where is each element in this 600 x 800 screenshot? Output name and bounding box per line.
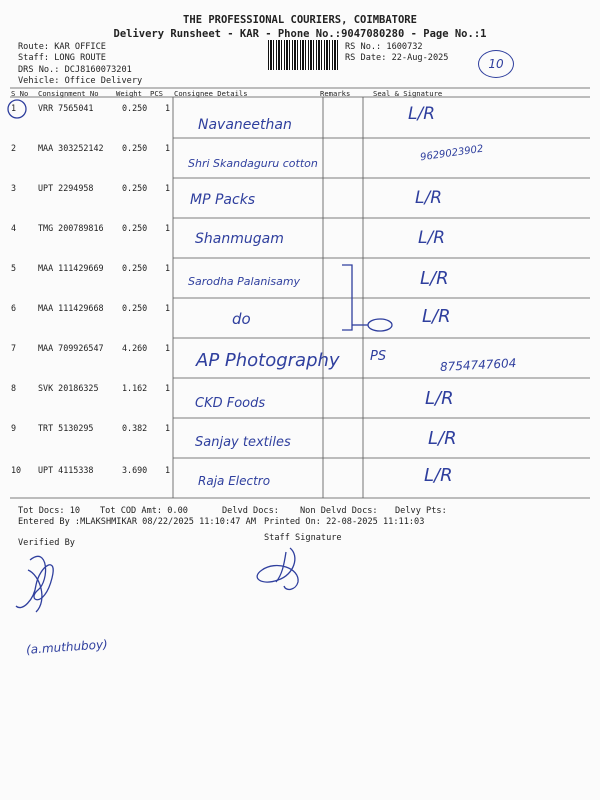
row-pcs: 1 xyxy=(165,183,171,193)
row-pcs: 1 xyxy=(165,423,171,433)
col-sno: S No xyxy=(11,89,29,98)
row-weight: 3.690 xyxy=(122,465,148,475)
row-consignment: MAA 111429669 xyxy=(38,263,104,273)
row-pcs: 1 xyxy=(165,343,171,353)
row-consignee: Sarodha Palanisamy xyxy=(188,275,301,288)
row-pcs: 1 xyxy=(165,303,171,313)
row-pcs: 1 xyxy=(165,103,171,113)
row-pcs: 1 xyxy=(165,143,171,153)
row-seal: L/R xyxy=(428,428,457,449)
row-sno: 4 xyxy=(11,223,17,233)
row-sno: 9 xyxy=(11,423,17,433)
row-consignment: MAA 303252142 xyxy=(38,143,104,153)
row-consignee: Shri Skandaguru cotton xyxy=(188,157,318,170)
row-weight: 0.250 xyxy=(122,143,148,153)
row-consignee: MP Packs xyxy=(190,192,256,208)
row-consignment: SVK 20186325 xyxy=(38,383,99,393)
row-weight: 0.250 xyxy=(122,263,148,273)
row-seal: L/R xyxy=(415,188,443,208)
row-seal: 9629023902 xyxy=(419,143,485,164)
row-seal: L/R xyxy=(408,104,436,124)
runsheet-title: Delivery Runsheet - KAR - Phone No.:9047080280 - Page No.:1 xyxy=(113,28,487,40)
row-seal: L/R xyxy=(420,268,449,289)
staff-signature-label: Staff Signature xyxy=(264,533,342,543)
printed-on: Printed On: 22-08-2025 11:11:03 xyxy=(264,517,425,527)
row-sno: 7 xyxy=(11,343,17,353)
row-weight: 0.382 xyxy=(122,423,148,433)
signature-scribble-icon: PS xyxy=(370,349,387,364)
row-seal: L/R xyxy=(418,228,446,248)
row-sno: 8 xyxy=(11,383,17,393)
row-consignment: MAA 111429668 xyxy=(38,303,104,313)
row-pcs: 1 xyxy=(165,465,171,475)
handwritten-name: (a.muthuboy) xyxy=(25,637,109,657)
col-weight: Weight xyxy=(116,89,142,98)
row-sno: 10 xyxy=(11,465,22,475)
delivery-points: Delvy Pts: xyxy=(395,506,447,516)
row-consignee: do xyxy=(232,310,251,328)
total-docs: Tot Docs: 10 xyxy=(18,506,81,516)
row-sno: 2 xyxy=(11,143,17,153)
row-weight: 0.250 xyxy=(122,183,148,193)
row-sno: 1 xyxy=(11,103,17,113)
row-pcs: 1 xyxy=(165,223,171,233)
row-consignee: AP Photography xyxy=(196,350,340,371)
row-sno: 6 xyxy=(11,303,17,313)
col-pcs: PCS xyxy=(150,89,163,98)
col-remarks: Remarks xyxy=(320,89,351,98)
non-delivered-docs: Non Delvd Docs: xyxy=(300,506,378,516)
row-sno: 5 xyxy=(11,263,17,273)
row-seal: 8754747604 xyxy=(439,356,517,374)
entered-by: Entered By :MLAKSHMIKAR 08/22/2025 11:10:47 AM xyxy=(18,517,256,527)
row-consignment: UPT 2294958 xyxy=(38,183,94,193)
staff-label: Staff: LONG ROUTE xyxy=(18,53,106,63)
row-pcs: 1 xyxy=(165,383,171,393)
row-weight: 0.250 xyxy=(122,103,148,113)
row-pcs: 1 xyxy=(165,263,171,273)
row-seal: L/R xyxy=(424,465,453,486)
row-seal: L/R xyxy=(422,306,451,327)
row-consignee: Raja Electro xyxy=(198,474,271,488)
company-title: THE PROFESSIONAL COURIERS, COIMBATORE xyxy=(183,14,417,26)
row-consignee: Navaneethan xyxy=(198,117,292,133)
total-cod-amount: Tot COD Amt: 0.00 xyxy=(100,506,188,516)
row-consignee: Shanmugam xyxy=(195,231,284,247)
row-consignment: UPT 4115338 xyxy=(38,465,94,475)
rs-date: RS Date: 22-Aug-2025 xyxy=(345,53,449,63)
row-consignment: TMG 200789816 xyxy=(38,223,104,233)
vehicle-label: Vehicle: Office Delivery xyxy=(18,76,143,86)
row-sno: 3 xyxy=(11,183,17,193)
route-label: Route: KAR OFFICE xyxy=(18,42,106,52)
drs-number: DRS No.: DCJ8160073201 xyxy=(18,65,132,75)
row-weight: 4.260 xyxy=(122,343,148,353)
row-consignment: MAA 709926547 xyxy=(38,343,104,353)
row-consignee: CKD Foods xyxy=(195,396,266,411)
row-weight: 0.250 xyxy=(122,303,148,313)
row-weight: 0.250 xyxy=(122,223,148,233)
col-consignment: Consignment No xyxy=(38,89,99,98)
delivered-docs: Delvd Docs: xyxy=(222,506,279,516)
row-consignee: Sanjay textiles xyxy=(195,435,291,450)
rs-number: RS No.: 1600732 xyxy=(345,42,423,52)
row-consignment: VRR 7565041 xyxy=(38,103,94,113)
col-seal: Seal & Signature xyxy=(373,89,443,98)
row-weight: 1.162 xyxy=(122,383,148,393)
row-consignment: TRT 5130295 xyxy=(38,423,94,433)
col-consignee: Consignee Details xyxy=(174,89,248,98)
verified-by-label: Verified By xyxy=(18,538,75,548)
circled-count: 10 xyxy=(478,50,514,78)
row-seal: L/R xyxy=(425,388,454,409)
